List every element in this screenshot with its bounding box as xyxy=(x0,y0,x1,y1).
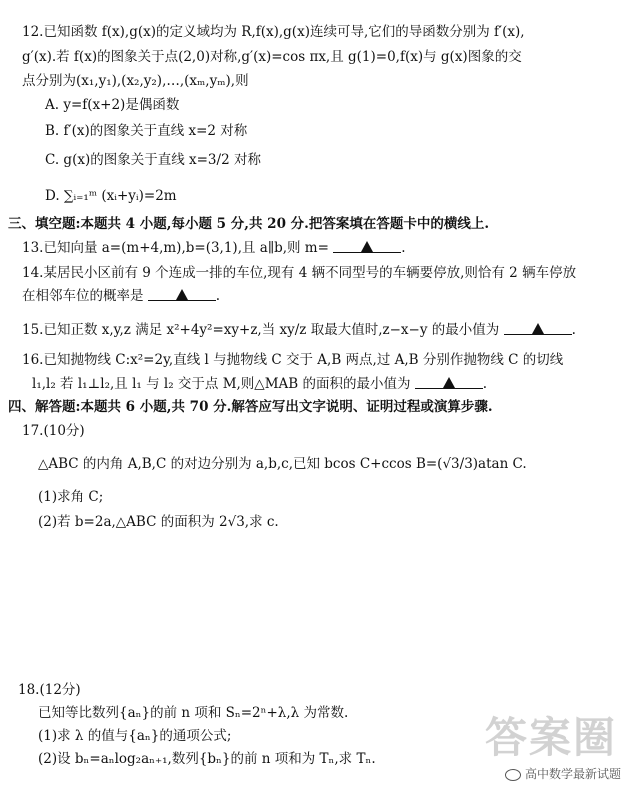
section-3-heading: 三、填空题:本题共 4 小题,每小题 5 分,共 20 分.把答案填在答题卡中的横线上. xyxy=(8,216,490,232)
watermark-logo: 答案圈 xyxy=(484,713,617,762)
q16-line2: l₁,l₂ 若 l₁⊥l₂,且 l₁ 与 l₂ 交于点 M,则△MAB 的面积的最小值为 . xyxy=(0,374,635,394)
q12-option-d: D. ∑ᵢ₌₁ᵐ (xᵢ+yᵢ)=2m xyxy=(45,188,177,204)
q17-part-1: (1)求角 C; xyxy=(38,489,104,505)
triangle-icon xyxy=(443,377,455,388)
q13-text: 13.已知向量 a=(m+4,m),b=(3,1),且 a∥b,则 m= xyxy=(22,240,329,256)
q12-line3: 点分别为(x₁,y₁),(x₂,y₂),…,(xₘ,yₘ),则 xyxy=(22,73,249,89)
q12-option-a: A. y=f(x+2)是偶函数 xyxy=(45,97,180,113)
q16-text: l₁,l₂ 若 l₁⊥l₂,且 l₁ 与 l₂ 交于点 M,则△MAB 的面积的最小值为 xyxy=(32,376,411,392)
q17-stem: △ABC 的内角 A,B,C 的对边分别为 a,b,c,已知 bcos C+ccos B=(√3/3)atan C. xyxy=(38,456,527,472)
q18-stem: 已知等比数列{aₙ}的前 n 项和 Sₙ=2ⁿ+λ,λ 为常数. xyxy=(38,705,349,721)
q14-line1: 14.某居民小区前有 9 个连成一排的车位,现有 4 辆不同型号的车辆要停放,则恰有 2 辆车停放 xyxy=(22,265,577,281)
q18-heading: 18.(12分) xyxy=(18,682,81,698)
q12-option-c: C. g(x)的图象关于直线 x=3/2 对称 xyxy=(45,152,261,168)
q15-text: 15.已知正数 x,y,z 满足 x²+4y²=xy+z,当 xy/z 取最大值时,z−x−y 的最小值为 xyxy=(22,322,500,338)
q16-line1: 16.已知抛物线 C:x²=2y,直线 l 与抛物线 C 交于 A,B 两点,过 A,B 分别作抛物线 C 的切线 xyxy=(22,352,564,368)
q14-text: 在相邻车位的概率是 xyxy=(22,288,144,304)
q13: 13.已知向量 a=(m+4,m),b=(3,1),且 a∥b,则 m= . xyxy=(0,238,635,258)
q18-part-1: (1)求 λ 的值与{aₙ}的通项公式; xyxy=(38,728,232,744)
wechat-icon xyxy=(505,769,521,781)
section-4-heading: 四、解答题:本题共 6 小题,共 70 分.解答应写出文字说明、证明过程或演算步骤. xyxy=(8,399,493,415)
q15: 15.已知正数 x,y,z 满足 x²+4y²=xy+z,当 xy/z 取最大值时,z−x−y 的最小值为 . xyxy=(0,320,635,340)
triangle-icon xyxy=(361,241,373,252)
q12-line1: 12.已知函数 f(x),g(x)的定义域均为 R,f(x),g(x)连续可导,它们的导函数分别为 f′(x), xyxy=(22,24,525,40)
q18-part-2: (2)设 bₙ=aₙlog₂aₙ₊₁,数列{bₙ}的前 n 项和为 Tₙ,求 Tₙ. xyxy=(38,751,376,767)
answer-blank xyxy=(504,318,572,335)
q14-line2: 在相邻车位的概率是 . xyxy=(0,286,635,306)
q12-line2: g′(x).若 f(x)的图象关于点(2,0)对称,g′(x)=cos πx,且 g(1)=0,f(x)与 g(x)图象的交 xyxy=(22,49,522,65)
triangle-icon xyxy=(532,323,544,334)
q12-option-b: B. f′(x)的图象关于直线 x=2 对称 xyxy=(45,123,248,139)
q17-heading: 17.(10分) xyxy=(22,423,85,439)
watermark xyxy=(451,705,621,795)
answer-blank xyxy=(415,372,483,389)
watermark-caption xyxy=(505,765,621,782)
triangle-icon xyxy=(176,289,188,300)
answer-blank xyxy=(333,236,401,253)
watermark-caption-text: 高中数学最新试题 xyxy=(524,767,621,781)
answer-blank xyxy=(148,284,216,301)
q17-part-2: (2)若 b=2a,△ABC 的面积为 2√3,求 c. xyxy=(38,514,279,530)
